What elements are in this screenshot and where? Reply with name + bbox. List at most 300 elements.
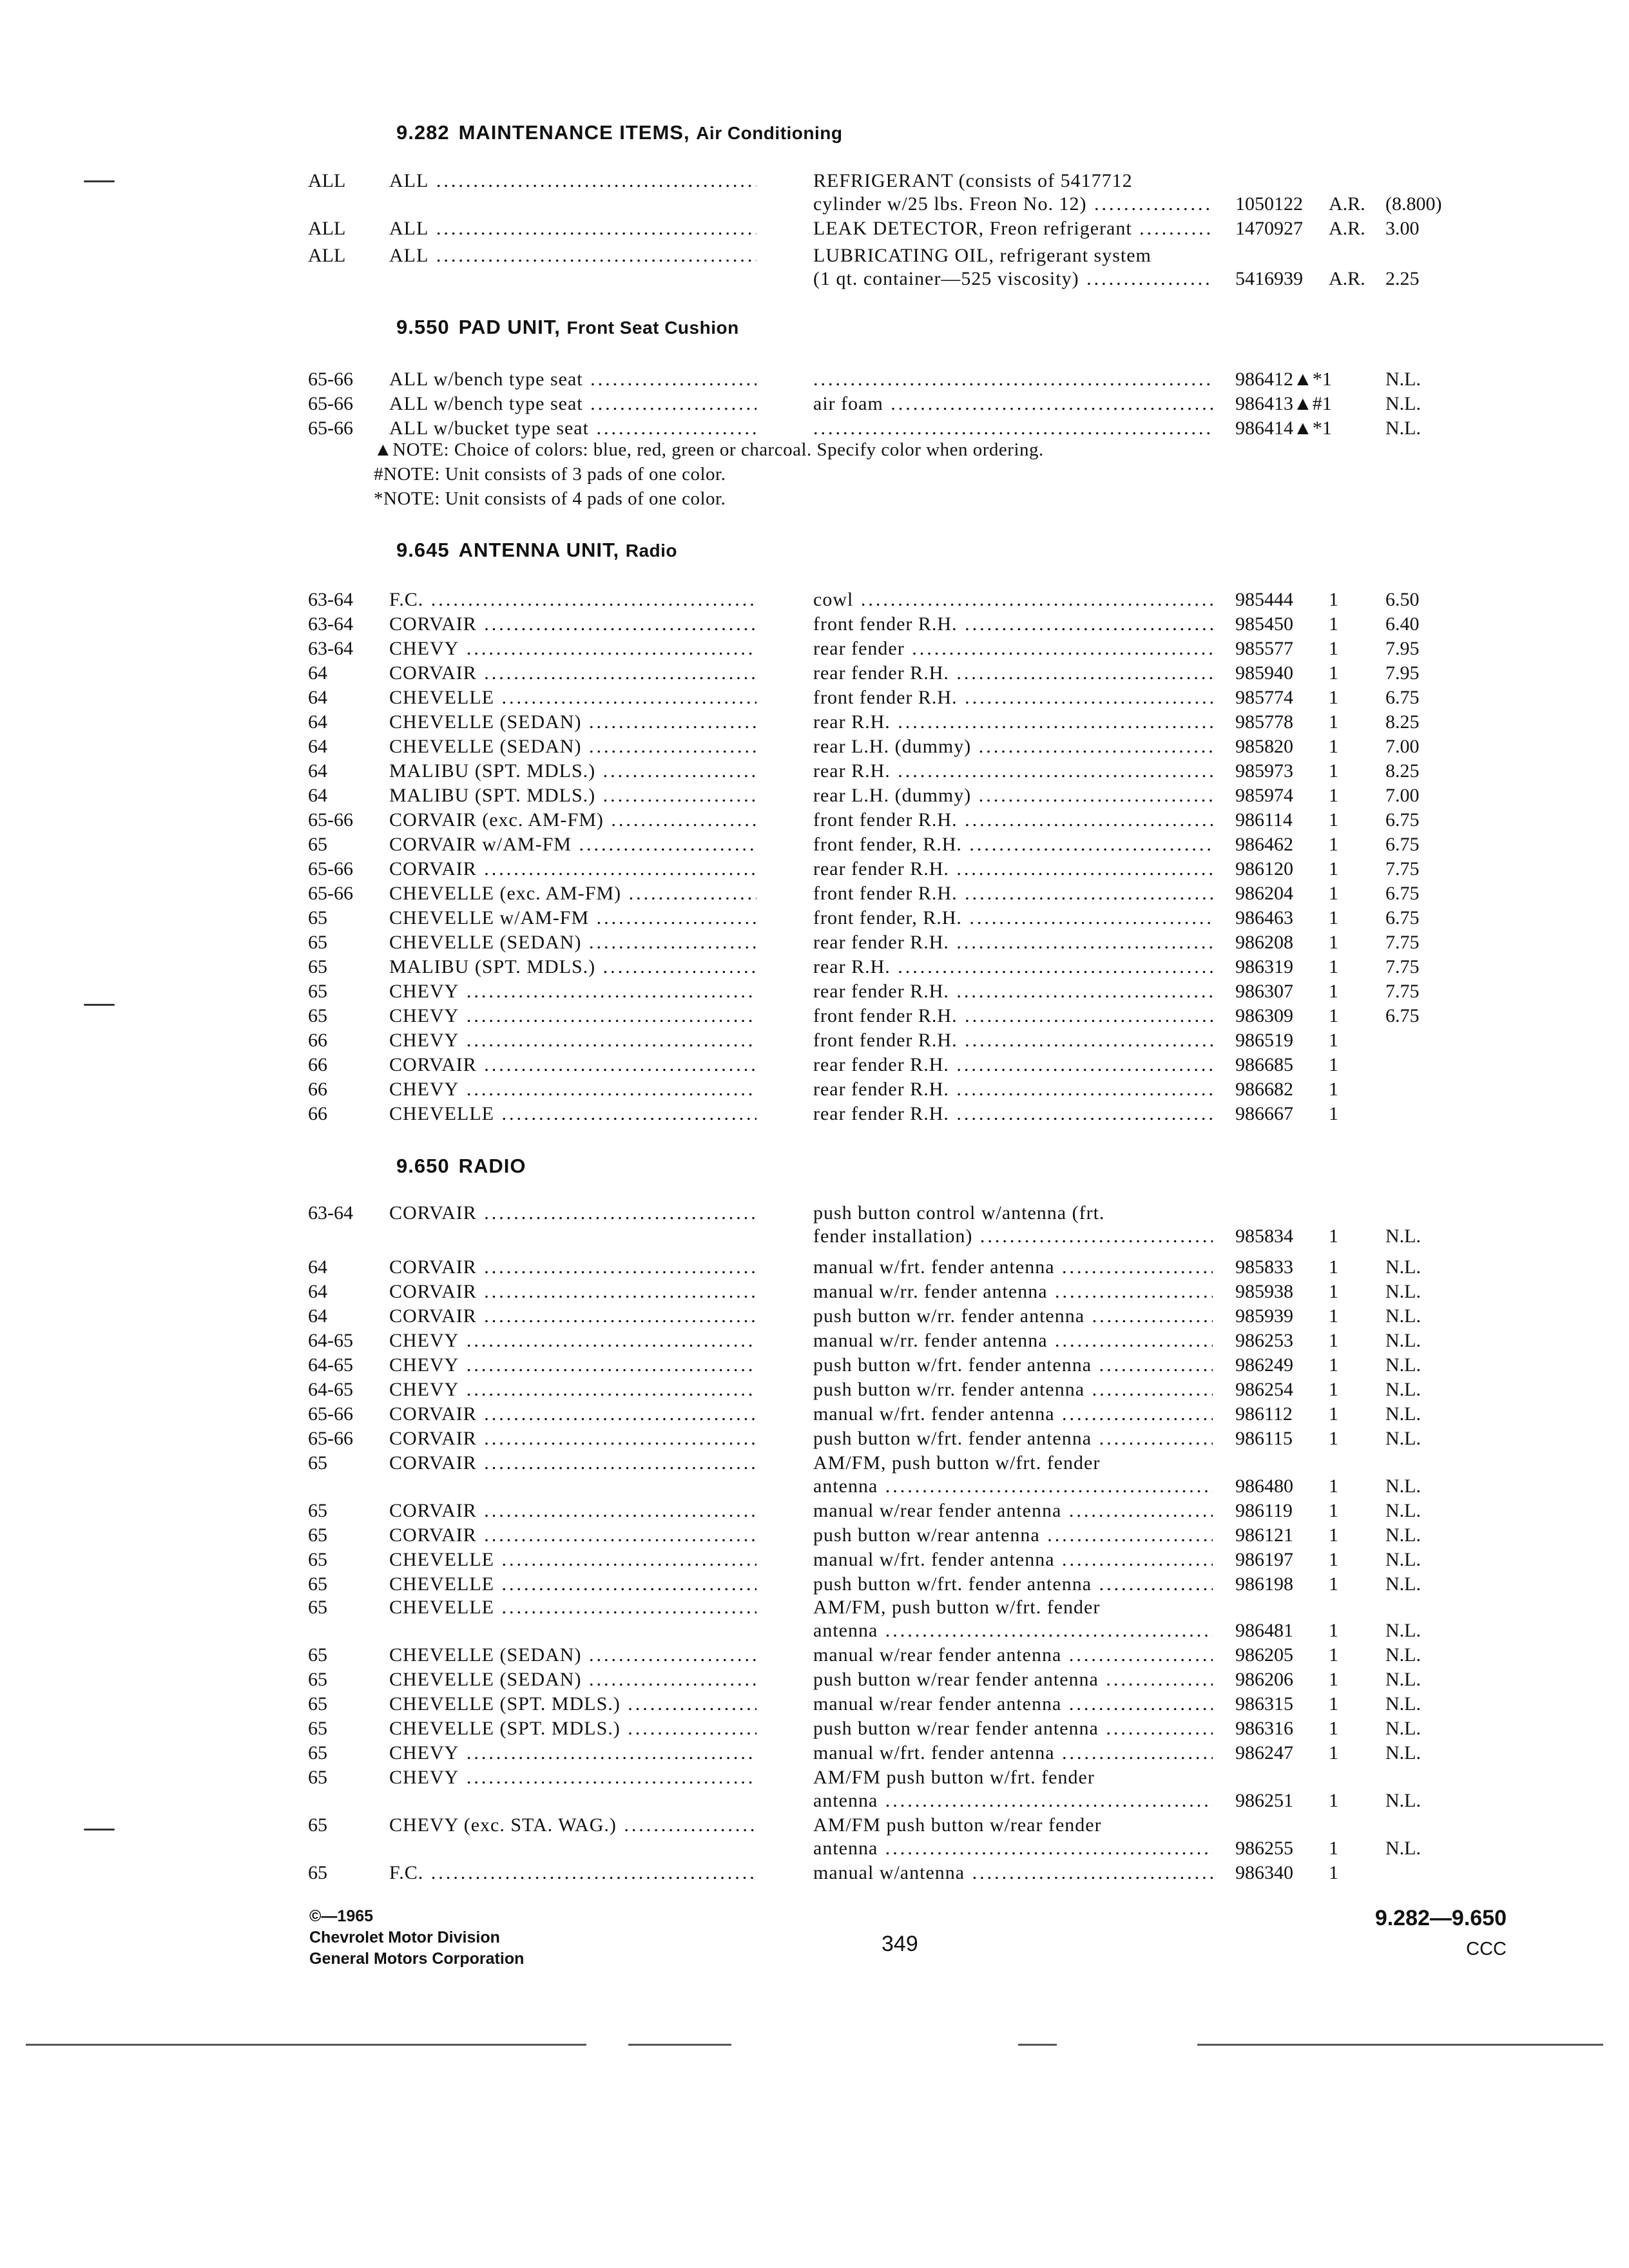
table-row [0, 981, 1629, 1005]
part-description [813, 1256, 1213, 1278]
table-row [0, 687, 1629, 711]
part-description-text: front fender R.H. [813, 613, 958, 635]
price: 7.75 [1385, 981, 1420, 1002]
part-number: 986115 [1235, 1428, 1293, 1449]
model-name-text: ALL [389, 170, 429, 191]
model-name [389, 809, 757, 831]
model-name-text: ALL w/bench type seat [389, 369, 583, 390]
model-name [389, 907, 757, 929]
price: N.L. [1385, 1225, 1421, 1247]
section-number: 9.550 [396, 316, 450, 338]
model-name-text: CORVAIR (exc. AM-FM) [389, 809, 604, 831]
part-description [813, 760, 1213, 782]
section-name: MAINTENANCE ITEMS, [458, 121, 690, 144]
part-number: 986112 [1235, 1403, 1293, 1425]
table-row [0, 369, 1629, 393]
part-description-text: manual w/antenna [813, 1862, 965, 1883]
part-description-text: push button w/rr. fender antenna [813, 1379, 1085, 1400]
model-year: 65 [308, 1862, 327, 1883]
quantity: 1 [1329, 1500, 1338, 1521]
part-description [813, 1838, 1213, 1860]
part-description [813, 1620, 1213, 1642]
part-description [813, 1597, 1213, 1619]
quantity: 1 [1329, 1573, 1338, 1595]
quantity: 1 [1329, 956, 1338, 977]
price: 7.95 [1385, 638, 1420, 659]
model-name-text: CORVAIR [389, 1524, 477, 1546]
table-row [0, 760, 1629, 785]
model-year: 64 [308, 785, 327, 806]
table-row [0, 1742, 1629, 1767]
part-description [813, 1644, 1213, 1666]
part-description-text: front fender, R.H. [813, 834, 962, 855]
part-description-text: push button w/frt. fender antenna [813, 1354, 1092, 1376]
price: N.L. [1385, 1549, 1421, 1570]
part-description [813, 1379, 1213, 1401]
part-description-text: push button w/rr. fender antenna [813, 1305, 1085, 1327]
part-description [813, 1054, 1213, 1076]
price: 7.75 [1385, 858, 1420, 879]
price: N.L. [1385, 1742, 1421, 1763]
table-row [0, 907, 1629, 932]
model-name [389, 418, 757, 439]
part-number: 986247 [1235, 1742, 1293, 1763]
model-name-text: CORVAIR [389, 1403, 477, 1425]
model-name [389, 1597, 757, 1619]
price: 7.00 [1385, 785, 1420, 806]
part-description-text: (1 qt. container—525 viscosity) [813, 268, 1079, 289]
part-description-text: manual w/frt. fender antenna [813, 1549, 1055, 1570]
price: 2.25 [1385, 268, 1420, 289]
part-description-text: front fender R.H. [813, 809, 958, 831]
table-row [0, 1030, 1629, 1054]
table-row [0, 1103, 1629, 1128]
model-name [389, 1500, 757, 1522]
part-number: 986198 [1235, 1573, 1293, 1595]
quantity: 1 [1329, 1742, 1338, 1763]
model-name-text: CHEVELLE (exc. AM-FM) [389, 883, 622, 904]
model-year: ALL [308, 245, 346, 266]
section-name: PAD UNIT, [458, 316, 561, 338]
quantity: 1 [1329, 1620, 1338, 1641]
quantity: 1 [1329, 1549, 1338, 1570]
part-description-text: manual w/frt. fender antenna [813, 1256, 1055, 1278]
table-row [0, 1005, 1629, 1030]
part-number: 986307 [1235, 981, 1293, 1002]
model-name-text: ALL [389, 245, 429, 266]
model-name-text: CORVAIR [389, 662, 477, 684]
model-name-text: CHEVY [389, 1079, 459, 1100]
part-number: 986205 [1235, 1644, 1293, 1666]
section-range: 9.282—9.650 [1374, 1906, 1507, 1930]
price: N.L. [1385, 1500, 1421, 1521]
part-description-text: push button w/rear fender antenna [813, 1718, 1099, 1739]
page-number: 349 [882, 1932, 918, 1956]
price: 6.75 [1385, 834, 1420, 855]
model-name-text: CORVAIR [389, 1054, 477, 1075]
model-name [389, 245, 757, 267]
price: 8.25 [1385, 760, 1420, 782]
part-description-text: push button w/rear antenna [813, 1524, 1040, 1546]
copyright-line: ©—1965 [309, 1907, 374, 1925]
model-name-text: CHEVELLE [389, 1549, 494, 1570]
part-description [813, 1549, 1213, 1571]
part-description-text: rear fender R.H. [813, 1054, 949, 1075]
model-year: 66 [308, 1054, 327, 1075]
quantity: 1 [1329, 809, 1338, 831]
quantity: 1 [1329, 638, 1338, 659]
quantity: 1 [1329, 1475, 1338, 1497]
quantity: 1 [1329, 687, 1338, 708]
price: 6.75 [1385, 1005, 1420, 1026]
section-number: 9.645 [396, 539, 450, 561]
model-name [389, 1054, 757, 1076]
part-number: 986519 [1235, 1030, 1293, 1051]
model-name [389, 687, 757, 709]
part-description-text: push button w/frt. fender antenna [813, 1573, 1092, 1595]
section-subtitle: Air Conditioning [696, 123, 843, 143]
table-row [0, 956, 1629, 981]
part-description-text: push button w/frt. fender antenna [813, 1428, 1092, 1449]
part-description [813, 1452, 1213, 1474]
model-name-text: CHEVELLE [389, 1103, 494, 1124]
part-description [813, 1030, 1213, 1052]
price: 6.75 [1385, 809, 1420, 831]
model-year: 66 [308, 1103, 327, 1124]
table-row [0, 1256, 1629, 1281]
price: N.L. [1385, 1305, 1421, 1327]
model-year: 63-64 [308, 1202, 353, 1224]
quantity: 1 [1329, 760, 1338, 782]
quantity: 1 [1329, 1693, 1338, 1715]
model-year: 64-65 [308, 1330, 353, 1351]
price: N.L. [1385, 1790, 1421, 1811]
model-name-text: ALL w/bench type seat [389, 393, 583, 414]
table-row [0, 638, 1629, 662]
price: N.L. [1385, 1256, 1421, 1278]
part-number: 986462 [1235, 834, 1293, 855]
part-description [813, 1669, 1213, 1691]
model-year: 65-66 [308, 418, 353, 439]
part-description-text: LUBRICATING OIL, refrigerant system [813, 245, 1152, 266]
model-name [389, 1814, 757, 1836]
model-year: 65 [308, 1644, 327, 1666]
price: 6.50 [1385, 589, 1420, 610]
model-name [389, 1079, 757, 1100]
part-number: 986412▲*1 [1235, 369, 1332, 390]
model-name-text: CHEVY [389, 1767, 459, 1788]
model-year: 63-64 [308, 613, 353, 635]
part-description [813, 1428, 1213, 1450]
quantity: 1 [1329, 1030, 1338, 1051]
margin-mark [84, 1829, 115, 1831]
model-name [389, 1305, 757, 1327]
model-year: 64 [308, 760, 327, 782]
model-year: 65 [308, 1693, 327, 1715]
part-description [813, 785, 1213, 807]
quantity: 1 [1329, 1669, 1338, 1690]
part-description [813, 834, 1213, 856]
model-name [389, 1644, 757, 1666]
model-name-text: MALIBU (SPT. MDLS.) [389, 785, 596, 806]
part-description-text: REFRIGERANT (consists of 5417712 [813, 170, 1133, 191]
note-line: *NOTE: Unit consists of 4 pads of one color. [374, 488, 726, 509]
part-number: 986121 [1235, 1524, 1293, 1546]
table-row [0, 1524, 1629, 1549]
table-row [0, 1693, 1629, 1718]
part-number: 986208 [1235, 932, 1293, 953]
model-year: 64 [308, 687, 327, 708]
price: (8.800) [1385, 193, 1442, 215]
price: N.L. [1385, 1669, 1421, 1690]
bottom-rule [1197, 2044, 1603, 2046]
quantity: 1 [1329, 981, 1338, 1002]
model-name [389, 883, 757, 905]
part-description-text: rear fender R.H. [813, 1103, 949, 1124]
publisher-block [309, 1906, 524, 1970]
note-line: ▲NOTE: Choice of colors: blue, red, green or charcoal. Specify color when ordering. [374, 439, 1044, 460]
model-name-text: CORVAIR [389, 1256, 477, 1278]
table-row [0, 932, 1629, 956]
part-description-text: antenna [813, 1475, 878, 1497]
model-name-text: CHEVY [389, 1030, 459, 1051]
table-row [0, 1838, 1629, 1862]
price: N.L. [1385, 1524, 1421, 1546]
price: N.L. [1385, 1354, 1421, 1376]
part-description [813, 589, 1213, 611]
model-year: 65 [308, 834, 327, 855]
model-name [389, 981, 757, 1003]
part-description [813, 981, 1213, 1003]
part-number: 986114 [1235, 809, 1293, 831]
table-row [0, 1202, 1629, 1227]
section-number: 9.282 [396, 121, 450, 144]
part-description [813, 218, 1213, 240]
part-description [813, 1202, 1213, 1224]
part-description-text: rear L.H. (dummy) [813, 736, 972, 757]
part-number: 985834 [1235, 1225, 1293, 1247]
model-year: 64-65 [308, 1379, 353, 1400]
part-number: 986480 [1235, 1475, 1293, 1497]
model-name-text: ALL w/bucket type seat [389, 418, 589, 439]
table-row [0, 785, 1629, 809]
part-description-text: front fender R.H. [813, 1030, 958, 1051]
part-description [813, 1524, 1213, 1546]
model-year: 65 [308, 956, 327, 977]
part-description [813, 1814, 1213, 1836]
model-name [389, 1767, 757, 1789]
bottom-rule [628, 2044, 731, 2046]
table-row [0, 858, 1629, 883]
part-number: 985973 [1235, 760, 1293, 782]
price: N.L. [1385, 1644, 1421, 1666]
part-description-text: manual w/rear fender antenna [813, 1500, 1062, 1521]
quantity: 1 [1329, 1428, 1338, 1449]
table-row [0, 193, 1629, 218]
price: N.L. [1385, 1838, 1421, 1859]
section-title-9-650 [396, 1155, 526, 1178]
part-description [813, 1330, 1213, 1352]
model-name [389, 736, 757, 758]
part-number: 986463 [1235, 907, 1293, 928]
part-description [813, 1305, 1213, 1327]
bottom-rule [1018, 2044, 1057, 2046]
part-description-text: cylinder w/25 lbs. Freon No. 12) [813, 193, 1087, 215]
part-number: 985778 [1235, 711, 1293, 733]
model-year: 64 [308, 662, 327, 684]
table-row [0, 809, 1629, 834]
model-name [389, 613, 757, 635]
price: 7.95 [1385, 662, 1420, 684]
model-year: 64 [308, 736, 327, 757]
part-description [813, 1079, 1213, 1100]
section-subtitle: Front Seat Cushion [566, 318, 739, 338]
table-row [0, 1079, 1629, 1103]
part-description [813, 1742, 1213, 1764]
model-year: 65-66 [308, 393, 353, 414]
price: 8.25 [1385, 711, 1420, 733]
part-description [813, 1767, 1213, 1789]
part-description-text: AM/FM, push button w/frt. fender [813, 1597, 1101, 1618]
model-name-text: CHEVY [389, 1379, 459, 1400]
part-number: 986414▲*1 [1235, 418, 1332, 439]
model-name [389, 858, 757, 880]
model-name [389, 1428, 757, 1450]
table-row [0, 1767, 1629, 1791]
part-description-text: rear L.H. (dummy) [813, 785, 972, 806]
table-row [0, 589, 1629, 613]
model-name-text: MALIBU (SPT. MDLS.) [389, 956, 596, 977]
part-description [813, 1225, 1213, 1247]
model-year: 64-65 [308, 1354, 353, 1376]
model-name [389, 662, 757, 684]
table-row [0, 1305, 1629, 1330]
model-name-text: CORVAIR [389, 1202, 477, 1224]
model-name [389, 1330, 757, 1352]
model-name [389, 1718, 757, 1740]
part-number: 1470927 [1235, 218, 1303, 239]
part-description-text: front fender R.H. [813, 883, 958, 904]
part-number: 986206 [1235, 1669, 1293, 1690]
part-description-text: front fender, R.H. [813, 907, 962, 928]
model-year: 65 [308, 981, 327, 1002]
part-number: 986309 [1235, 1005, 1293, 1026]
part-description [813, 1103, 1213, 1125]
price: N.L. [1385, 1475, 1421, 1497]
quantity: A.R. [1329, 193, 1365, 215]
model-name [389, 785, 757, 807]
model-name [389, 218, 757, 240]
model-name-text: CORVAIR [389, 1281, 477, 1302]
table-row [0, 1428, 1629, 1452]
model-name [389, 1573, 757, 1595]
table-row [0, 1718, 1629, 1742]
section-range-block [1375, 1906, 1507, 1960]
price: N.L. [1385, 1620, 1421, 1641]
quantity: 1 [1329, 589, 1338, 610]
part-description-text: rear fender R.H. [813, 1079, 949, 1100]
part-description-text: manual w/rr. fender antenna [813, 1281, 1048, 1302]
part-description [813, 907, 1213, 929]
model-name [389, 1669, 757, 1691]
part-number: 986413▲#1 [1235, 393, 1332, 414]
model-name-text: CHEVELLE [389, 687, 494, 708]
part-description-text: AM/FM, push button w/frt. fender [813, 1452, 1101, 1474]
part-description [813, 245, 1213, 267]
price: 6.75 [1385, 883, 1420, 904]
model-name-text: CHEVELLE (SEDAN) [389, 932, 582, 953]
table-row [0, 1354, 1629, 1379]
model-year: 65-66 [308, 1428, 353, 1449]
part-description [813, 393, 1213, 415]
price: N.L. [1385, 369, 1421, 390]
model-name [389, 1742, 757, 1764]
part-description [813, 418, 1213, 439]
model-name-text: CHEVY [389, 1330, 459, 1351]
model-name-text: CHEVY [389, 1354, 459, 1376]
part-description-text: AM/FM push button w/rear fender [813, 1814, 1102, 1836]
price: N.L. [1385, 1693, 1421, 1715]
table-row [0, 1225, 1629, 1250]
model-name [389, 393, 757, 415]
model-name [389, 1403, 757, 1425]
part-description-text: fender installation) [813, 1225, 973, 1247]
part-description [813, 1005, 1213, 1027]
table-row [0, 268, 1629, 293]
section-number: 9.650 [396, 1155, 450, 1177]
model-name-text: CHEVELLE w/AM-FM [389, 907, 590, 928]
model-name [389, 369, 757, 390]
model-name-text: CHEVELLE (SEDAN) [389, 711, 582, 733]
model-year: 65 [308, 1452, 327, 1474]
model-year: 65-66 [308, 858, 353, 879]
part-number: 5416939 [1235, 268, 1303, 289]
part-number: 985450 [1235, 613, 1293, 635]
model-year: 64 [308, 1305, 327, 1327]
table-row [0, 1597, 1629, 1621]
margin-mark [84, 1004, 115, 1006]
table-row [0, 245, 1629, 269]
table-row [0, 1573, 1629, 1598]
section-name: RADIO [458, 1155, 526, 1177]
table-row [0, 1281, 1629, 1305]
model-name-text: MALIBU (SPT. MDLS.) [389, 760, 596, 782]
part-description-text: rear R.H. [813, 760, 891, 782]
part-description [813, 268, 1213, 290]
part-number: 986120 [1235, 858, 1293, 879]
part-description-text: manual w/rear fender antenna [813, 1644, 1062, 1666]
part-description [813, 1573, 1213, 1595]
quantity: 1 [1329, 1054, 1338, 1075]
model-name [389, 1379, 757, 1401]
table-row [0, 711, 1629, 736]
table-row [0, 883, 1629, 907]
quantity: 1 [1329, 1644, 1338, 1666]
model-name-text: CHEVELLE (SPT. MDLS.) [389, 1693, 621, 1715]
table-row [0, 1379, 1629, 1403]
price: 7.75 [1385, 932, 1420, 953]
part-description [813, 1693, 1213, 1715]
quantity: A.R. [1329, 218, 1365, 239]
model-name-text: CORVAIR [389, 613, 477, 635]
quantity: 1 [1329, 1524, 1338, 1546]
model-year: 65-66 [308, 1403, 353, 1425]
quantity: 1 [1329, 711, 1338, 733]
part-description-text: rear fender [813, 638, 905, 659]
part-description [813, 687, 1213, 709]
part-number: 985774 [1235, 687, 1293, 708]
part-description [813, 809, 1213, 831]
